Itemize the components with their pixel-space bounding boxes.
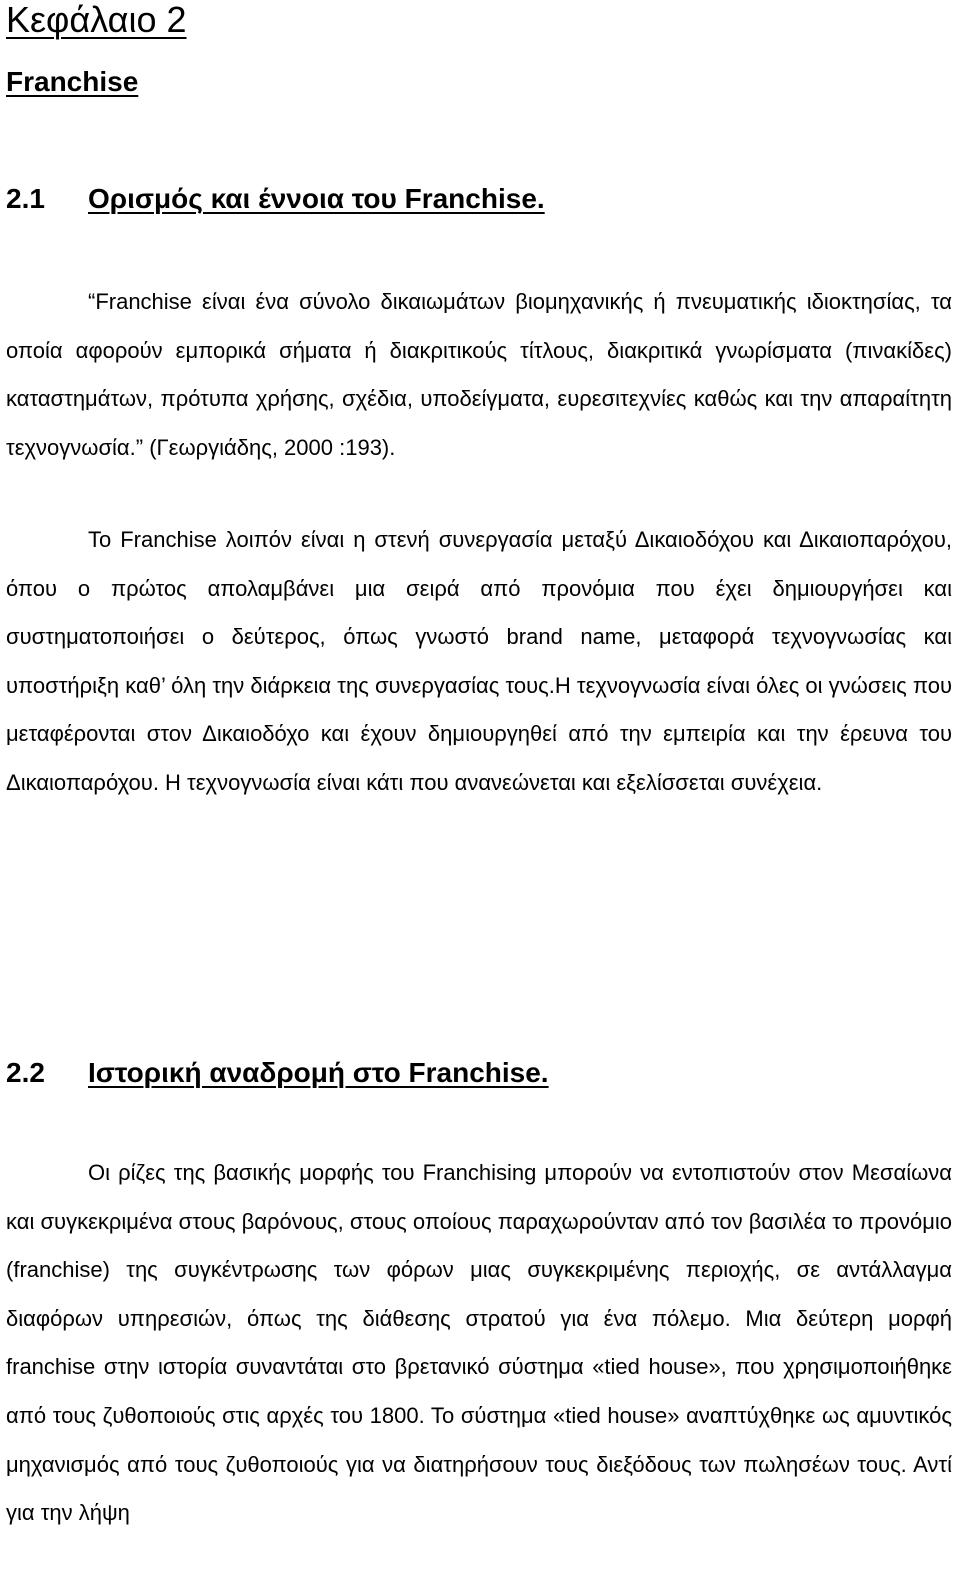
franchise-paragraph: Το Franchise λοιπόν είναι η στενή συνεργασία μεταξύ Δικαιοδόχου και Δικαιοπαρόχου, όπου ο πρώτος απολαμβάνει μια σειρά από προνόμια που έχει δημιουργήσει και συστηματοποιήσει ο δεύτερος, όπως γνωστό brand name, μεταφορά τεχνογνωσίας και υποστήριξη καθ’ όλη την διάρκεια της συνεργασίας τους.Η τεχνογνωσία είναι όλες οι γνώσεις που μεταφέρονται στον Δικαιοδόχο και έχουν δημιουργηθεί από την εμπειρία και την έρευνα του Δικαιοπαρόχου. Η τεχνογνωσία είναι κάτι που ανανεώνεται και εξελίσσεται συνέχεια. <box>6 527 952 795</box>
chapter-subtitle: Franchise <box>6 66 139 97</box>
section-title: Ιστορική αναδρομή στο Franchise. <box>88 1057 549 1088</box>
chapter-title: Κεφάλαιο 2 <box>6 0 187 40</box>
definition-paragraph: “Franchise είναι ένα σύνολο δικαιωμάτων βιομηχανικής ή πνευματικής ιδιοκτησίας, τα οποία αφορούν εμπορικά σήματα ή διακριτικούς τίτλους, διακριτικά γνωρίσματα (πινακίδες) καταστημάτων, πρότυπα χρήσης, σχέδια, υποδείγματα, ευρεσιτεχνίες καθώς και την απαραίτητη τεχνογνωσία.” (Γεωργιάδης, 2000 :193). <box>6 289 952 460</box>
section-heading-2-2 <box>6 1055 549 1091</box>
section-number: 2.1 <box>6 183 45 214</box>
history-paragraph: Οι ρίζες της βασικής μορφής του Franchising μπορούν να εντοπιστούν στον Μεσαίωνα και συγκεκριμένα στους βαρόνους, στους οποίους παραχωρούνταν από τον βασιλέα το προνόμιο (franchise) της συγκέντρωσης των φόρων μιας συγκεκριμένης περιοχής, σε αντάλλαγμα διαφόρων υπηρεσιών, όπως της διάθεσης στρατού για ένα πόλεμο. Μια δεύτερη μορφή franchise στην ιστορία συναντάται στο βρετανικό σύστημα «tied house», που χρησιμοποιήθηκε από τους ζυθοποιούς στις αρχές του 1800. Το σύστημα «tied house» αναπτύχθηκε ως αμυντικός μηχανισμός από τους ζυθοποιούς για να διατηρήσουν τους διεξόδους των πωλησέων τους. Αντί για την λήψη <box>6 1160 952 1526</box>
section-heading-2-1 <box>6 181 545 217</box>
section-number: 2.2 <box>6 1057 45 1088</box>
section-title: Ορισμός και έννοια του Franchise. <box>88 183 545 214</box>
